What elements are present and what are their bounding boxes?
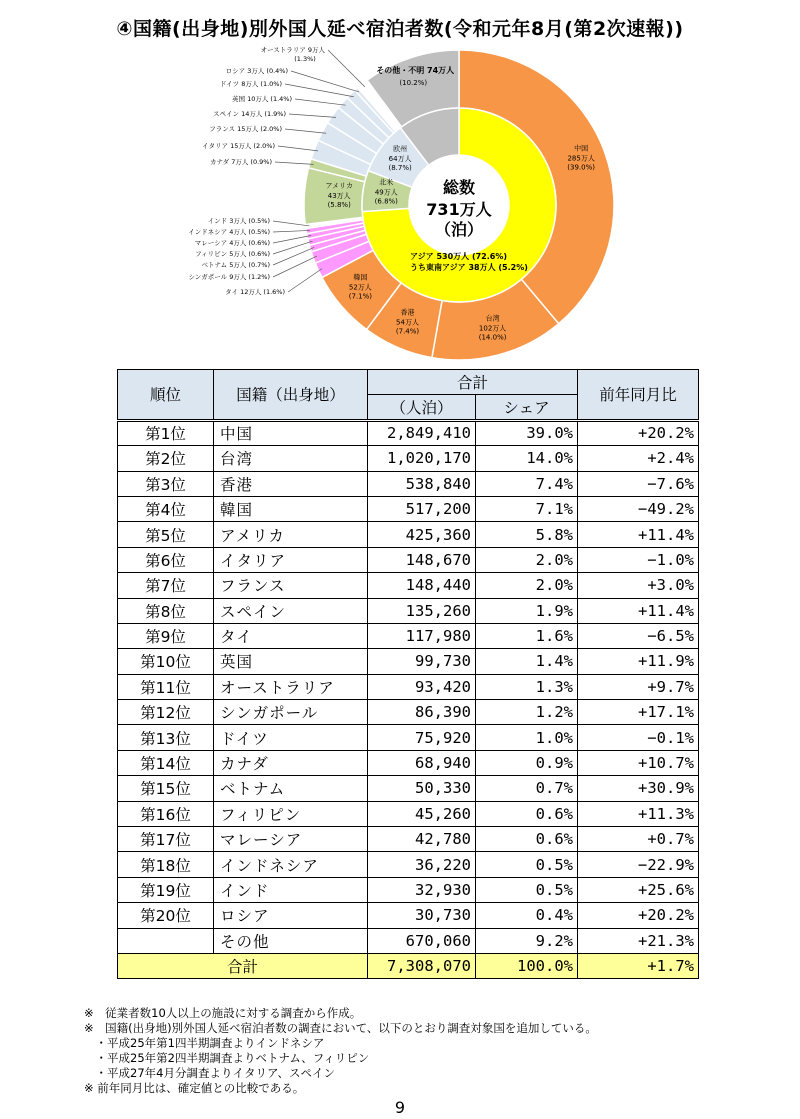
- leader-line: [328, 50, 365, 87]
- slice-label: 香港: [400, 308, 415, 317]
- leader-label: イタリア 15万人 (2.0%): [202, 142, 275, 150]
- cell-yoy: +11.3%: [578, 801, 699, 826]
- table-row: [118, 598, 699, 623]
- cell-value: 50,330: [368, 776, 476, 801]
- table-row: [118, 420, 699, 445]
- cell-rank: 第16位: [118, 801, 214, 826]
- cell-share: 39.0%: [476, 420, 578, 445]
- footnote: ・平成27年4月分調査よりイタリア、スペイン: [84, 1066, 336, 1080]
- cell-rank: 第14位: [118, 750, 214, 775]
- slice-value: 54万人: [396, 318, 419, 327]
- cell-value: 148,440: [368, 573, 476, 598]
- cell-rank: 第12位: [118, 700, 214, 725]
- leader-line: [275, 162, 314, 164]
- slice-label: 台湾: [485, 314, 500, 323]
- cell-yoy: −0.1%: [578, 725, 699, 750]
- cell-yoy: +17.1%: [578, 700, 699, 725]
- cell-country: 中国: [214, 420, 368, 445]
- cell-yoy: +2.4%: [578, 446, 699, 471]
- cell-yoy: +11.4%: [578, 598, 699, 623]
- cell-rank: 第20位: [118, 903, 214, 928]
- slice-label: 韓国: [353, 273, 368, 282]
- leader-label: 英国 10万人 (1.4%): [232, 95, 292, 103]
- table-row: [118, 522, 699, 547]
- cell-value: 99,730: [368, 649, 476, 674]
- cell-value: 75,920: [368, 725, 476, 750]
- center-unit: （泊）: [434, 220, 484, 239]
- cell-yoy: −7.6%: [578, 471, 699, 496]
- cell-yoy: +20.2%: [578, 903, 699, 928]
- cell-country: インドネシア: [214, 852, 368, 877]
- cell-country: オーストラリア: [214, 674, 368, 699]
- leader-label: オーストラリア 9万人: [260, 46, 325, 54]
- cell-rank: 第19位: [118, 877, 214, 902]
- cell-yoy: +9.7%: [578, 674, 699, 699]
- cell-share: 1.3%: [476, 674, 578, 699]
- cell-rank: 第10位: [118, 649, 214, 674]
- cell-value: 45,260: [368, 801, 476, 826]
- cell-yoy: +30.9%: [578, 776, 699, 801]
- cell-country: フィリピン: [214, 801, 368, 826]
- inner-value: 49万人: [374, 188, 398, 197]
- cell-share: 1.6%: [476, 623, 578, 648]
- cell-country: スペイン: [214, 598, 368, 623]
- cell-country: 英国: [214, 649, 368, 674]
- cell-value: 425,360: [368, 522, 476, 547]
- cell-yoy: −1.0%: [578, 547, 699, 572]
- leader-line: [285, 129, 326, 133]
- cell-rank: 第15位: [118, 776, 214, 801]
- cell-yoy: −49.2%: [578, 496, 699, 521]
- leader-label: ロシア 3万人 (0.4%): [225, 67, 288, 75]
- cell-share: 2.0%: [476, 547, 578, 572]
- table-row: [118, 852, 699, 877]
- cell-value: 517,200: [368, 496, 476, 521]
- cell-value: 538,840: [368, 471, 476, 496]
- cell-country: その他: [214, 928, 368, 953]
- cell-share: 1.4%: [476, 649, 578, 674]
- page-number: 9: [394, 1098, 406, 1117]
- slice-value: 102万人: [478, 324, 507, 333]
- slice-value: (14.0%): [478, 333, 507, 342]
- cell-share: 0.4%: [476, 903, 578, 928]
- cell-rank: 第2位: [118, 446, 214, 471]
- cell-rank: 第8位: [118, 598, 214, 623]
- footnote: ※ 国籍(出身地)別外国人延べ宿泊者数の調査において、以下のとおり調査対象国を追加している。: [84, 1021, 597, 1035]
- leader-line: [273, 230, 310, 232]
- cell-share: 0.7%: [476, 776, 578, 801]
- cell-yoy: −22.9%: [578, 852, 699, 877]
- table-row: [118, 623, 699, 648]
- table-row: [118, 547, 699, 572]
- cell-value: 117,980: [368, 623, 476, 648]
- inner-label: 北米: [379, 178, 394, 187]
- table-row: [118, 877, 699, 902]
- cell-country: インド: [214, 877, 368, 902]
- leader-value: (1.3%): [294, 55, 316, 63]
- cell-rank: 第11位: [118, 674, 214, 699]
- cell-rank: 第13位: [118, 725, 214, 750]
- center-label: 総数: [442, 178, 476, 197]
- table-row: [118, 903, 699, 928]
- slice-label: 中国: [574, 144, 589, 153]
- cell-rank: 第4位: [118, 496, 214, 521]
- leader-line: [288, 269, 322, 292]
- cell-country: フランス: [214, 573, 368, 598]
- table-row: [118, 750, 699, 775]
- page-title: ④国籍(出身地)別外国人延べ宿泊者数(令和元年8月(第2次速報)): [116, 18, 684, 40]
- cell-share: 2.0%: [476, 573, 578, 598]
- cell-share: 0.6%: [476, 827, 578, 852]
- leader-label: フランス 15万人 (2.0%): [209, 125, 282, 133]
- table-row: [118, 725, 699, 750]
- cell-country: カナダ: [214, 750, 368, 775]
- footnote: ※ 従業者数10人以上の施設に対する調査から作成。: [84, 1006, 362, 1020]
- leader-label: マレーシア 4万人 (0.6%): [194, 239, 270, 247]
- total-share: 100.0%: [476, 953, 578, 978]
- cell-yoy: +11.4%: [578, 522, 699, 547]
- footnotes: [84, 1006, 597, 1096]
- cell-share: 7.4%: [476, 471, 578, 496]
- leader-line: [289, 114, 336, 117]
- table-row: [118, 573, 699, 598]
- slice-value: 52万人: [348, 283, 372, 292]
- cell-share: 7.1%: [476, 496, 578, 521]
- cell-yoy: +20.2%: [578, 420, 699, 445]
- cell-country: ベトナム: [214, 776, 368, 801]
- leader-label: ベトナム 5万人 (0.7%): [201, 261, 270, 269]
- inner-value: (8.7%): [388, 163, 412, 172]
- cell-country: イタリア: [214, 547, 368, 572]
- cell-rank: 第5位: [118, 522, 214, 547]
- cell-rank: 第6位: [118, 547, 214, 572]
- cell-country: タイ: [214, 623, 368, 648]
- cell-share: 1.0%: [476, 725, 578, 750]
- cell-share: 1.2%: [476, 700, 578, 725]
- leader-label: インドネシア 4万人 (0.5%): [188, 228, 270, 236]
- header-rank: 順位: [118, 370, 214, 421]
- cell-value: 36,220: [368, 852, 476, 877]
- header-country: 国籍（出身地）: [214, 370, 368, 421]
- cell-yoy: +0.7%: [578, 827, 699, 852]
- cell-rank: 第1位: [118, 420, 214, 445]
- cell-share: 14.0%: [476, 446, 578, 471]
- cell-share: 0.5%: [476, 852, 578, 877]
- leader-line: [273, 256, 317, 277]
- cell-country: ロシア: [214, 903, 368, 928]
- cell-yoy: +10.7%: [578, 750, 699, 775]
- header-yoy: 前年同月比: [578, 370, 699, 421]
- leader-label: シンガポール 9万人 (1.2%): [188, 273, 270, 281]
- cell-yoy: −6.5%: [578, 623, 699, 648]
- cell-share: 1.9%: [476, 598, 578, 623]
- table-row: [118, 649, 699, 674]
- cell-country: 台湾: [214, 446, 368, 471]
- slice-value: (10.2%): [399, 78, 428, 87]
- inner-label: 欧州: [393, 144, 408, 153]
- center-value: 731万人: [426, 200, 492, 219]
- cell-share: 0.5%: [476, 877, 578, 902]
- leader-line: [273, 236, 311, 243]
- cell-country: 香港: [214, 471, 368, 496]
- table-row: [118, 496, 699, 521]
- leader-line: [291, 71, 359, 92]
- cell-value: 68,940: [368, 750, 476, 775]
- leader-line: [273, 247, 314, 265]
- leader-label: インド 3万人 (0.5%): [207, 217, 270, 225]
- cell-value: 30,730: [368, 903, 476, 928]
- cell-value: 2,849,410: [368, 420, 476, 445]
- total-yoy: +1.7%: [578, 953, 699, 978]
- cell-country: マレーシア: [214, 827, 368, 852]
- cell-value: 135,260: [368, 598, 476, 623]
- cell-rank: 第7位: [118, 573, 214, 598]
- leader-label: ドイツ 8万人 (1.0%): [219, 80, 282, 88]
- inner-subnote: うち東南アジア 38万人 (5.2%): [410, 263, 528, 272]
- cell-value: 670,060: [368, 928, 476, 953]
- header-share: シェア: [476, 395, 578, 420]
- slice-value: (39.0%): [567, 163, 596, 172]
- table-row: [118, 801, 699, 826]
- double-donut-chart: [0, 40, 800, 365]
- slice-value: 43万人: [327, 192, 351, 201]
- table-row: [118, 471, 699, 496]
- cell-value: 148,670: [368, 547, 476, 572]
- leader-line: [273, 221, 309, 226]
- leader-line: [285, 84, 354, 97]
- cell-value: 42,780: [368, 827, 476, 852]
- table-row: [118, 776, 699, 801]
- cell-share: 9.2%: [476, 928, 578, 953]
- leader-label: フィリピン 5万人 (0.6%): [195, 250, 270, 258]
- leader-line: [278, 146, 318, 151]
- cell-share: 5.8%: [476, 522, 578, 547]
- header-total: 合計: [368, 370, 578, 395]
- cell-rank: 第9位: [118, 623, 214, 648]
- cell-rank: 第18位: [118, 852, 214, 877]
- slice-value: 285万人: [567, 154, 595, 163]
- table-body: [118, 420, 699, 979]
- table-row: [118, 446, 699, 471]
- cell-share: 0.9%: [476, 750, 578, 775]
- cell-country: ドイツ: [214, 725, 368, 750]
- leader-label: タイ 12万人 (1.6%): [225, 288, 285, 296]
- table-row: [118, 928, 699, 953]
- leader-line: [273, 241, 312, 254]
- slice-value: (5.8%): [327, 201, 351, 210]
- inner-value: 64万人: [388, 154, 412, 163]
- footnote: ・平成25年第2四半期調査よりベトナム、フィリピン: [84, 1051, 370, 1065]
- total-value: 7,308,070: [368, 953, 476, 978]
- table-row: [118, 674, 699, 699]
- slice-value: (7.4%): [395, 327, 420, 336]
- leader-label: カナダ 7万人 (0.9%): [209, 158, 272, 166]
- inner-value: (6.8%): [374, 197, 398, 206]
- footnote: ・平成25年第1四半期調査よりインドネシア: [84, 1036, 325, 1050]
- total-label: 合計: [118, 953, 368, 978]
- slice-label: その他・不明 74万人: [376, 65, 455, 75]
- cell-value: 1,020,170: [368, 446, 476, 471]
- cell-yoy: +25.6%: [578, 877, 699, 902]
- cell-country: アメリカ: [214, 522, 368, 547]
- cell-value: 93,420: [368, 674, 476, 699]
- cell-country: シンガポール: [214, 700, 368, 725]
- cell-share: 0.6%: [476, 801, 578, 826]
- cell-rank: 第17位: [118, 827, 214, 852]
- header-unit: （人泊）: [368, 395, 476, 420]
- stats-table: [117, 369, 699, 979]
- total-row: [118, 953, 699, 978]
- table-row: [118, 700, 699, 725]
- cell-yoy: +3.0%: [578, 573, 699, 598]
- cell-value: 86,390: [368, 700, 476, 725]
- slice-label: アメリカ: [325, 182, 353, 191]
- leader-line: [295, 99, 346, 105]
- table-row: [118, 827, 699, 852]
- cell-rank: [118, 928, 214, 953]
- inner-label: アジア 530万人 (72.6%): [410, 252, 508, 261]
- cell-yoy: +21.3%: [578, 928, 699, 953]
- cell-country: 韓国: [214, 496, 368, 521]
- slice-value: (7.1%): [348, 292, 372, 301]
- cell-rank: 第3位: [118, 471, 214, 496]
- leader-label: スペイン 14万人 (1.9%): [213, 110, 286, 118]
- cell-yoy: +11.9%: [578, 649, 699, 674]
- cell-value: 32,930: [368, 877, 476, 902]
- footnote: ※ 前年同月比は、確定値との比較である。: [84, 1081, 305, 1095]
